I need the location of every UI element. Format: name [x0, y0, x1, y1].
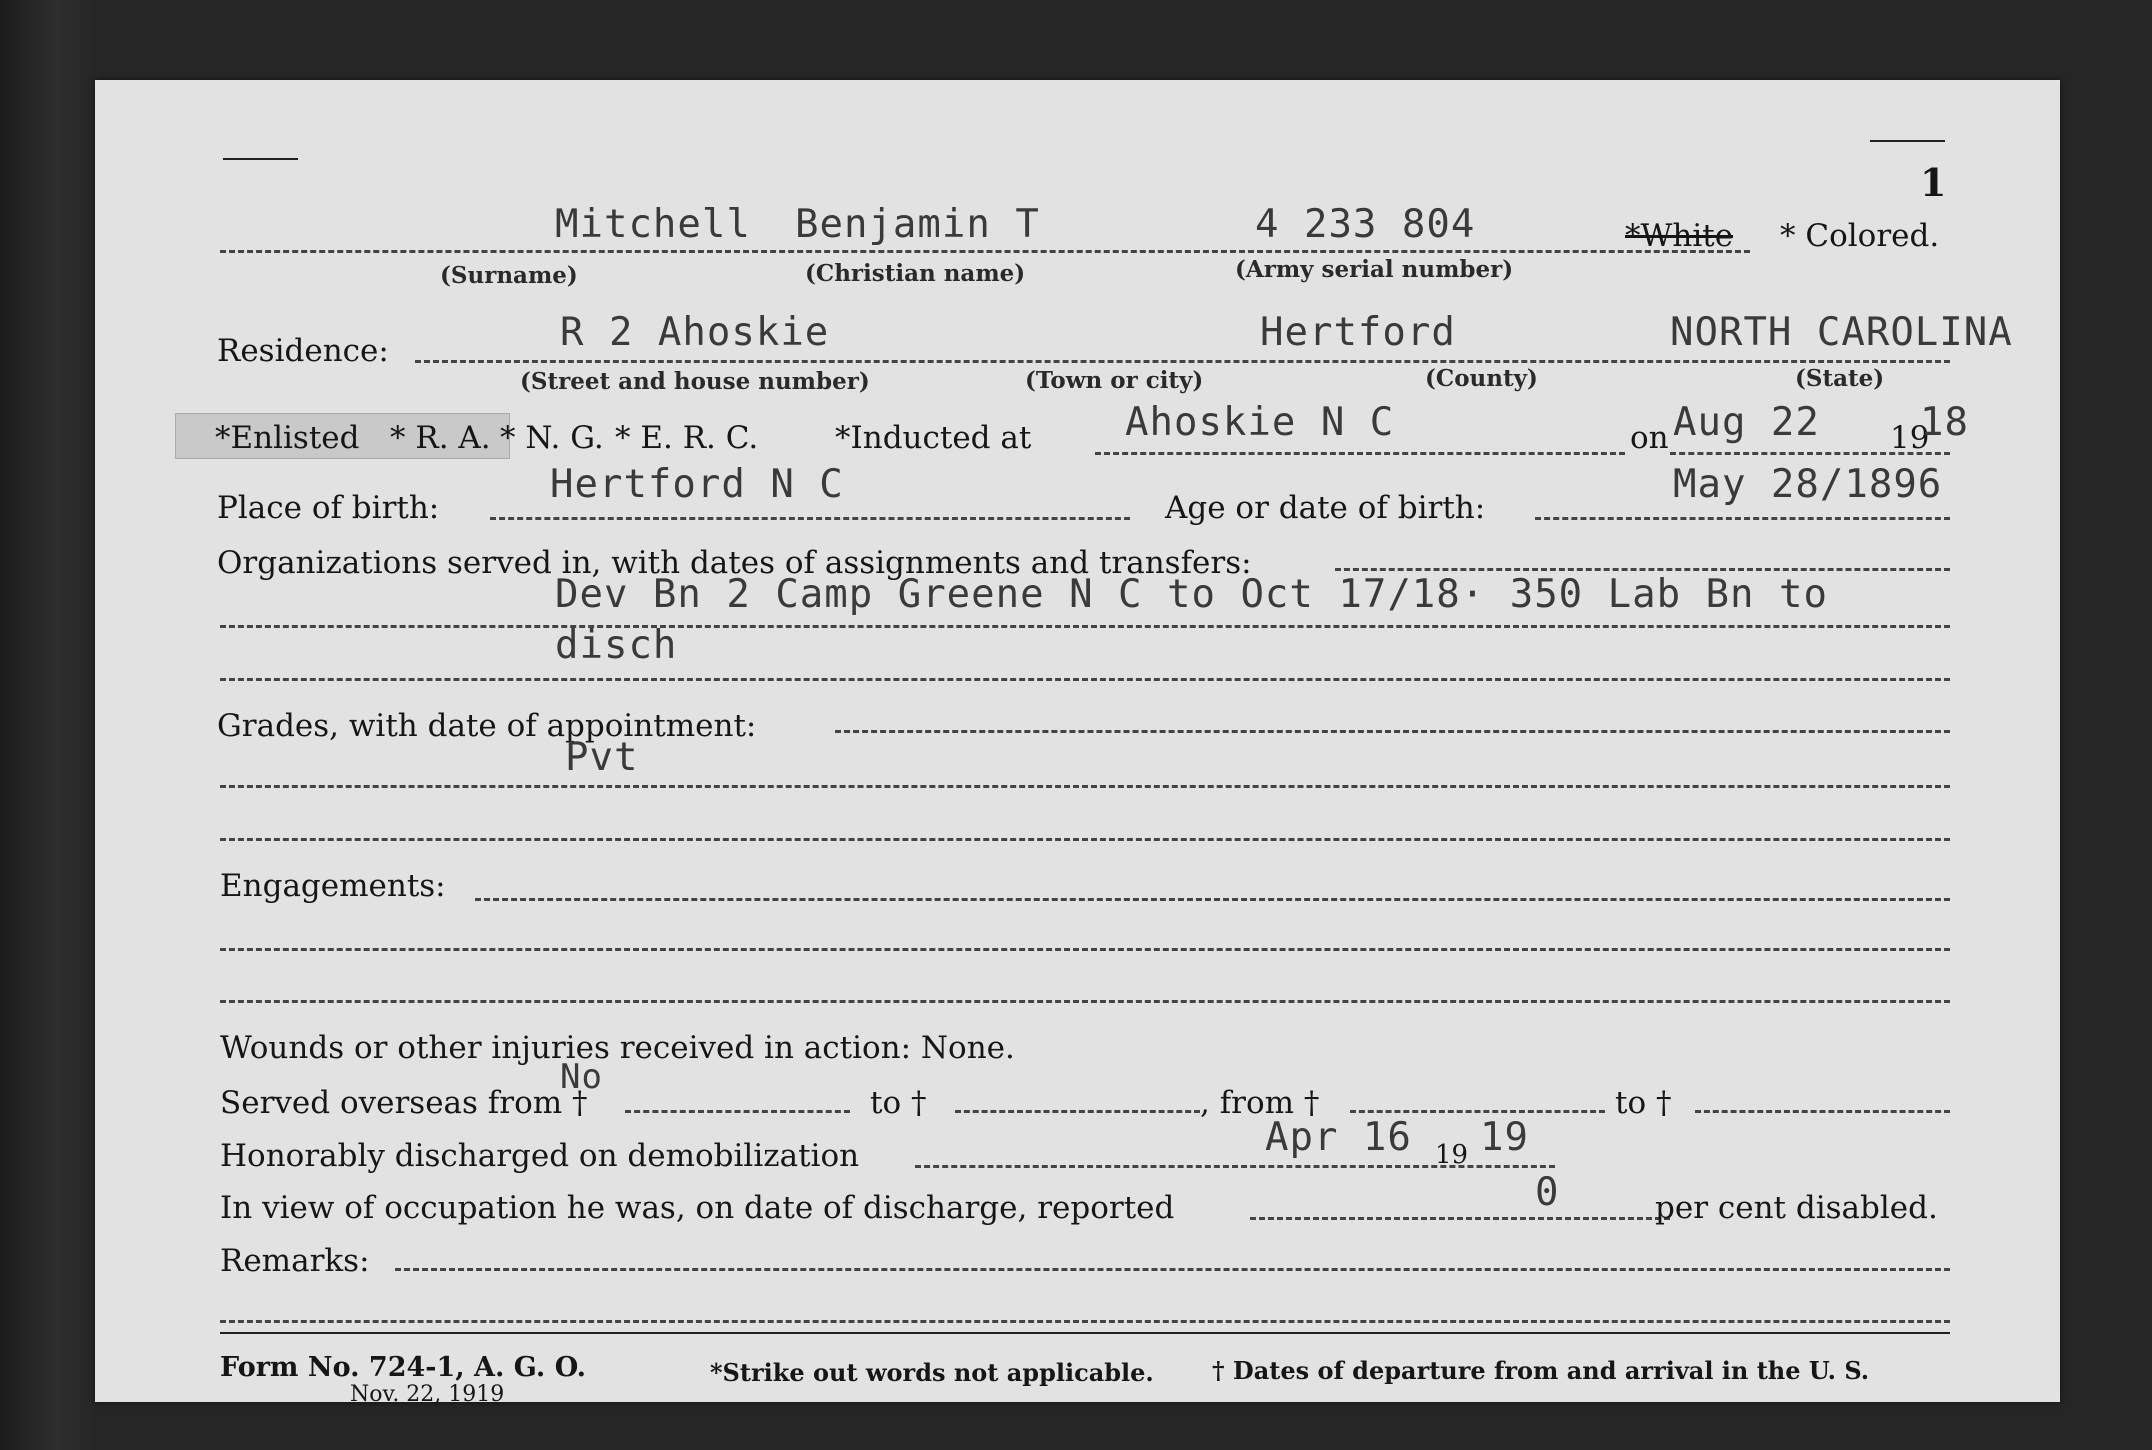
ng-option: * N. G.: [500, 420, 604, 456]
induction-year-prefix: 19: [1890, 420, 1930, 456]
race-colored: * Colored.: [1780, 218, 1940, 254]
discharge-date: Apr 16: [1265, 1115, 1412, 1160]
remarks-label: Remarks:: [220, 1243, 370, 1279]
overseas-to-2-line: [1695, 1110, 1950, 1113]
place-of-birth: Hertford N C: [550, 462, 844, 507]
remarks-line-2: [220, 1320, 1950, 1323]
form-date: Nov. 22, 1919: [350, 1382, 505, 1407]
organizations-label: Organizations served in, with dates of assignments and transfers:: [217, 545, 1252, 581]
disability-suffix: per cent disabled.: [1655, 1190, 1938, 1226]
discharge-line: [915, 1165, 1555, 1168]
organizations-entry-1: Dev Bn 2 Camp Greene N C to Oct 17/18· 350 Lab Bn to: [555, 572, 1828, 617]
caption-county: (County): [1425, 365, 1538, 392]
grades-line-1: [835, 730, 1950, 733]
residence-state: NORTH CAROLINA: [1670, 310, 2013, 355]
service-record-card: [95, 80, 2060, 1407]
christian-name: Benjamin T: [795, 202, 1040, 247]
remarks-line-1: [395, 1268, 1950, 1271]
disability-line: [1250, 1217, 1670, 1220]
top-left-rule: [223, 158, 298, 160]
residence-line: [415, 360, 1950, 363]
overseas-to-2: to †: [1615, 1085, 1672, 1121]
on-label: on: [1630, 420, 1669, 456]
overseas-to-1: to †: [870, 1085, 927, 1121]
date-of-birth: May 28/1896: [1673, 462, 1943, 507]
inducted-label: *Inducted at: [835, 420, 1032, 456]
scanner-edge: [0, 0, 95, 1450]
organizations-line-2: [220, 625, 1950, 628]
grade-value: Pvt: [565, 735, 639, 780]
top-right-rule: [1870, 140, 1945, 142]
overseas-from-2-line: [1350, 1110, 1605, 1113]
ra-option: * R. A.: [390, 420, 491, 456]
residence-label: Residence:: [217, 333, 389, 369]
birth-date-line: [1535, 517, 1950, 520]
engagements-line-2: [220, 948, 1950, 951]
induction-date-line: [1670, 452, 1950, 455]
caption-surname: (Surname): [440, 262, 578, 289]
caption-town: (Town or city): [1025, 367, 1204, 394]
grades-label: Grades, with date of appointment:: [217, 708, 757, 744]
induction-year: 18: [1920, 400, 1969, 445]
organizations-line-1: [1335, 568, 1950, 571]
grades-line-3: [220, 838, 1950, 841]
overseas-from-line: [625, 1110, 850, 1113]
surname: Mitchell: [555, 202, 751, 247]
residence-street: R 2 Ahoskie: [560, 310, 830, 355]
footnote-dates: † Dates of departure from and arrival in the U. S.: [1212, 1356, 1870, 1385]
organizations-entry-2: disch: [555, 623, 678, 668]
served-overseas-label: Served overseas from †: [220, 1085, 588, 1121]
serial-number: 4 233 804: [1255, 202, 1476, 247]
discharge-year-prefix: 19: [1435, 1140, 1469, 1170]
inducted-place: Ahoskie N C: [1125, 400, 1395, 445]
residence-town: Hertford: [1260, 310, 1456, 355]
footer-rule: [220, 1332, 1950, 1334]
induction-date: Aug 22: [1673, 400, 1820, 445]
grades-line-2: [220, 785, 1950, 788]
inducted-line: [1095, 452, 1625, 455]
disability-value: 0: [1535, 1170, 1560, 1215]
engagements-line-1: [475, 898, 1950, 901]
card-number: 1: [1920, 160, 1947, 205]
discharge-year: 19: [1480, 1115, 1529, 1160]
discharge-label: Honorably discharged on demobilization: [220, 1138, 860, 1174]
disability-label: In view of occupation he was, on date of discharge, reported: [220, 1190, 1175, 1226]
form-number: Form No. 724-1, A. G. O.: [220, 1352, 587, 1383]
organizations-line-3: [220, 678, 1950, 681]
caption-street: (Street and house number): [520, 368, 870, 395]
race-white: *White: [1625, 218, 1734, 254]
footnote-strike: *Strike out words not applicable.: [710, 1358, 1154, 1387]
enlisted-option: *Enlisted: [215, 420, 360, 456]
engagements-label: Engagements:: [220, 868, 446, 904]
overseas-from-2: , from †: [1200, 1085, 1320, 1121]
age-label: Age or date of birth:: [1165, 490, 1486, 526]
served-overseas-value: No: [560, 1057, 603, 1097]
place-of-birth-label: Place of birth:: [217, 490, 440, 526]
caption-state: (State): [1795, 365, 1885, 392]
birth-place-line: [490, 517, 1130, 520]
wounds-label: Wounds or other injuries received in action: None.: [220, 1030, 1015, 1066]
engagements-line-3: [220, 1000, 1950, 1003]
caption-christian: (Christian name): [805, 260, 1026, 287]
erc-option: * E. R. C.: [615, 420, 759, 456]
caption-serial: (Army serial number): [1235, 256, 1514, 283]
name-line: [220, 250, 1750, 253]
overseas-to-1-line: [955, 1110, 1200, 1113]
